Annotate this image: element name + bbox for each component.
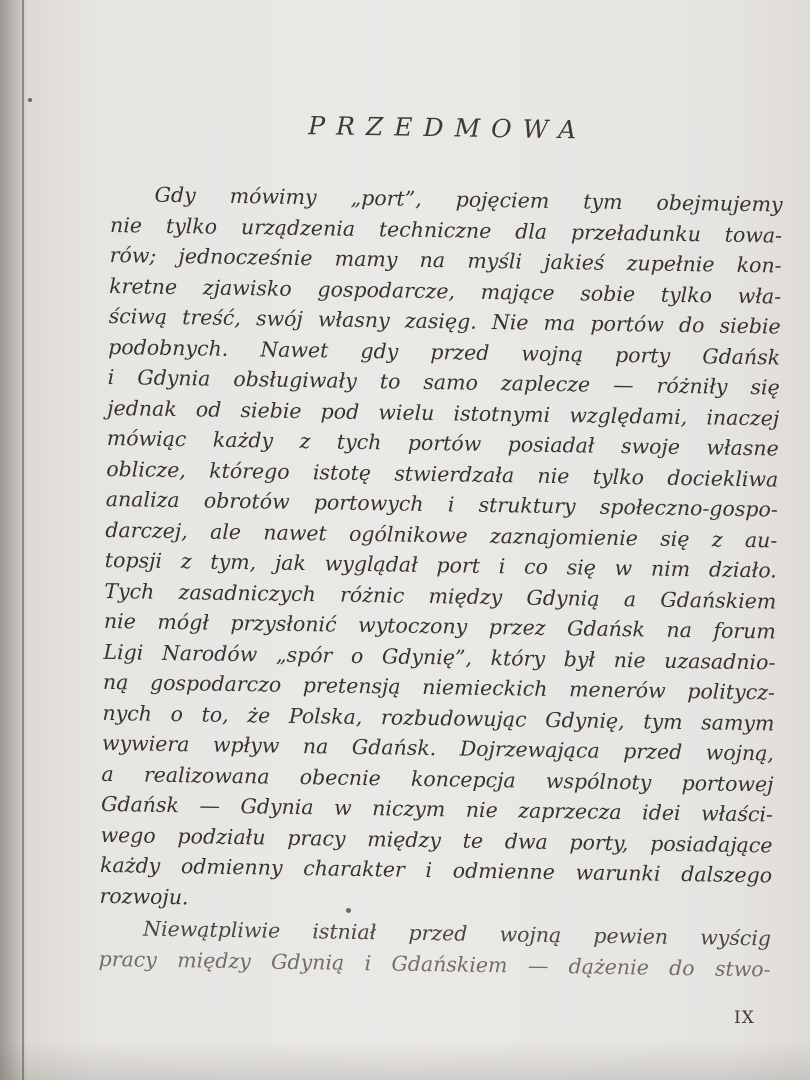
gutter-edge xyxy=(22,0,24,1080)
text-line: pracy między Gdynią i Gdańskiem — dążenie do stwo- xyxy=(98,946,771,981)
text-line: rozwoju. xyxy=(99,883,189,909)
text-line: kretne zjawisko gospodarcze, mające sobie tylko wła- xyxy=(109,273,782,309)
text-line: wego podziału pracy między te dwa porty, posiadające xyxy=(100,822,773,857)
text-line: ściwą treść, swój własny zasięg. Nie ma portów do siebie xyxy=(108,303,781,339)
paper-speck xyxy=(28,98,32,102)
text-line: i Gdynia obsługiwały to samo zaplecze — różniły się xyxy=(107,364,780,400)
text-line: wywiera wpływ na Gdańsk. Dojrzewająca przed wojną, xyxy=(101,730,775,766)
photo-shadow xyxy=(0,1040,810,1080)
text-line: każdy odmienny charakter i odmienne warunki dalszego xyxy=(99,852,773,888)
paragraph-2 xyxy=(98,913,771,985)
text-line: rów; jednocześnie mamy na myśli jakieś zupełnie kon- xyxy=(109,242,782,278)
text-line: Tych zasadniczych różnic między Gdynią a Gdańskiem xyxy=(104,578,777,613)
text-line: nie tylko urządzenia techniczne dla przeładunku towa- xyxy=(109,212,783,248)
text-line: Gdy mówimy „port”, pojęciem tym obejmujemy xyxy=(154,182,783,217)
text-line: Ligi Narodów „spór o Gdynię”, który był nie uzasadnio- xyxy=(103,639,776,674)
text-line: nych o to, że Polska, rozbudowując Gdynię, tym samym xyxy=(102,700,775,735)
text-line: podobnych. Nawet gdy przed wojną porty Gdańsk xyxy=(108,334,781,370)
text-line: darczej, ale nawet ogólnikowe zaznajomienie się z au- xyxy=(105,517,778,553)
text-line: Gdańsk — Gdynia w niczym nie zaprzecza idei właści- xyxy=(100,791,774,827)
page-heading: PRZEDMOWA xyxy=(308,111,588,145)
text-line: mówiąc każdy z tych portów posiadał swoje własne xyxy=(106,425,779,461)
paragraph-1 xyxy=(99,179,782,921)
text-line: a realizowana obecnie koncepcja wspólnoty portowej xyxy=(101,761,774,796)
page-number: IX xyxy=(734,1008,755,1028)
text-line: analiza obrotów portowych i struktury społeczno-gospo- xyxy=(105,486,778,522)
text-line: Niewątpliwie istniał przed wojną pewien wyścig xyxy=(142,916,772,951)
text-line: ną gospodarczo pretensją niemieckich menerów politycz- xyxy=(102,669,776,705)
text-line: topsji z tym, jak wyglądał port i co się w nim działo. xyxy=(104,547,778,583)
text-line: jednak od siebie pod wielu istotnymi względami, inaczej xyxy=(107,395,780,431)
text-line: oblicze, którego istotę stwierdzała nie tylko dociekliwa xyxy=(106,456,779,492)
paper-speck xyxy=(346,908,351,913)
text-line: nie mógł przysłonić wytoczony przez Gdańsk na forum xyxy=(103,608,777,644)
page-text-block xyxy=(98,108,784,984)
